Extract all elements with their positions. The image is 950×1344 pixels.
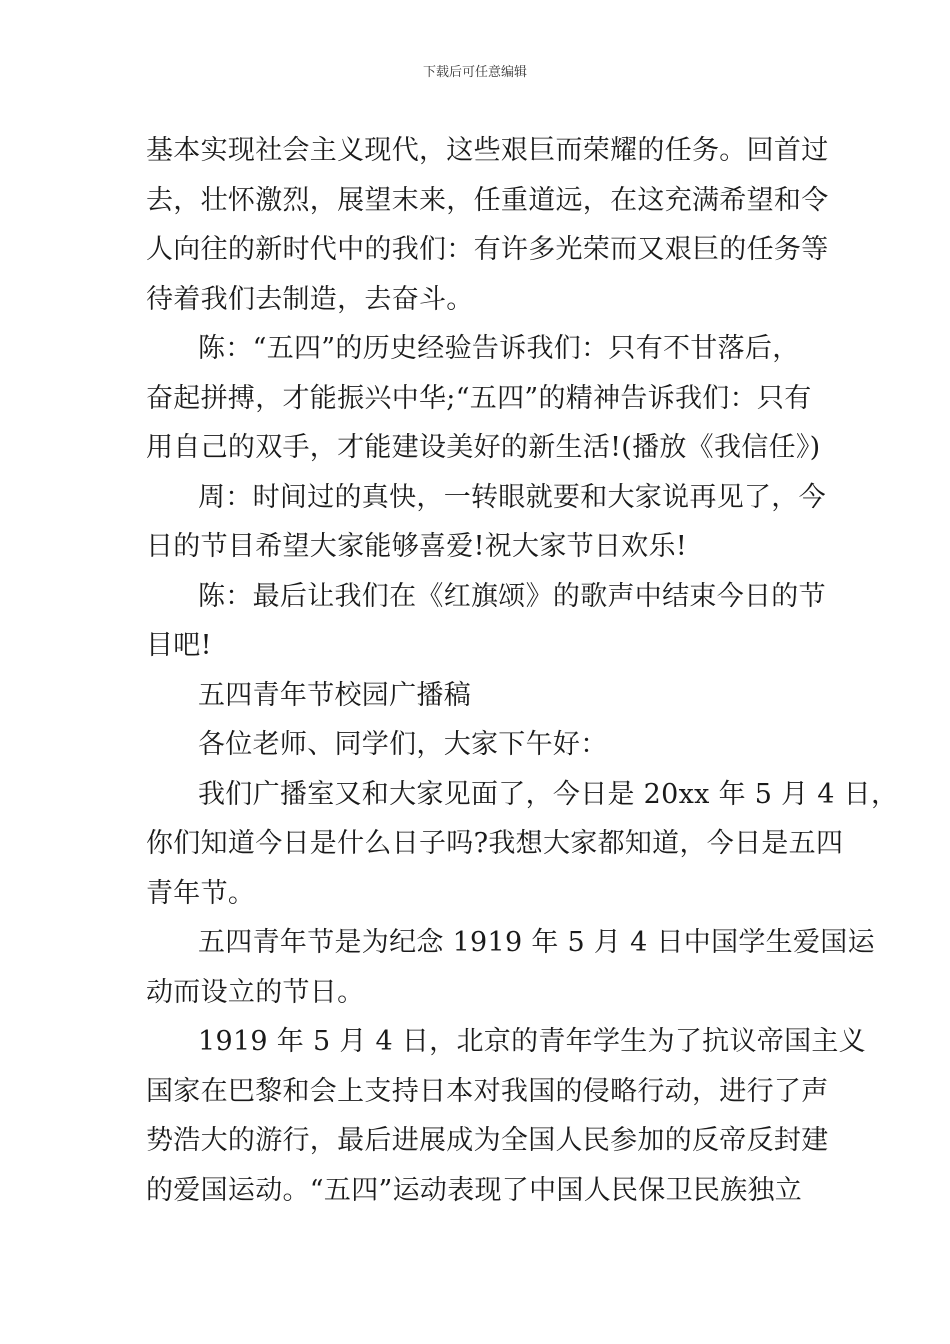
- text-line: 动而设立的节日。: [146, 976, 365, 1008]
- text-line: 奋起拼搏，才能振兴中华;“五四”的精神告诉我们：只有: [146, 382, 812, 414]
- section-title: 五四青年节校园广播稿: [198, 679, 471, 711]
- text-line: 五四青年节是为纪念 1919 年 5 月 4 日中国学生爱国运: [198, 927, 875, 958]
- document-body: [146, 126, 899, 1215]
- text-line: 人向往的新时代中的我们：有许多光荣而又艰巨的任务等: [146, 234, 829, 265]
- text-line: 我们广播室又和大家见面了，今日是 20xx 年 5 月 4 日，: [198, 778, 899, 810]
- page-header: 下载后可任意编辑: [422, 65, 527, 80]
- text-line: 陈：最后让我们在《红旗颂》的歌声中结束今日的节: [198, 580, 826, 612]
- text-line: 势浩大的游行，最后进展成为全国人民参加的反帝反封建: [146, 1125, 829, 1156]
- text-line: 你们知道今日是什么日子吗?我想大家都知道，今日是五四: [146, 828, 844, 859]
- text-line: 日的节目希望大家能够喜爱!祝大家节日欢乐!: [146, 531, 687, 562]
- text-line: 用自己的双手，才能建设美好的新生活!(播放《我信任》): [146, 432, 821, 463]
- text-line: 周：时间过的真快，一转眼就要和大家说再见了，今: [198, 481, 826, 513]
- text-line: 的爱国运动。“五四”运动表现了中国人民保卫民族独立: [146, 1174, 803, 1206]
- text-line: 各位老师、同学们，大家下午好：: [198, 729, 608, 760]
- text-line: 目吧!: [146, 630, 212, 661]
- text-line: 基本实现社会主义现代，这些艰巨而荣耀的任务。回首过: [146, 135, 829, 166]
- text-line: 去，壮怀激烈，展望末来，任重道远，在这充满希望和令: [146, 184, 829, 216]
- text-line: 1919 年 5 月 4 日，北京的青年学生为了抗议帝国主义: [198, 1026, 866, 1057]
- text-line: 青年节。: [146, 877, 256, 909]
- text-line: 陈：“五四”的历史经验告诉我们：只有不甘落后，: [198, 333, 800, 364]
- text-line: 国家在巴黎和会上支持日本对我国的侵略行动，进行了声: [146, 1075, 829, 1107]
- text-line: 待着我们去制造，去奋斗。: [146, 283, 474, 315]
